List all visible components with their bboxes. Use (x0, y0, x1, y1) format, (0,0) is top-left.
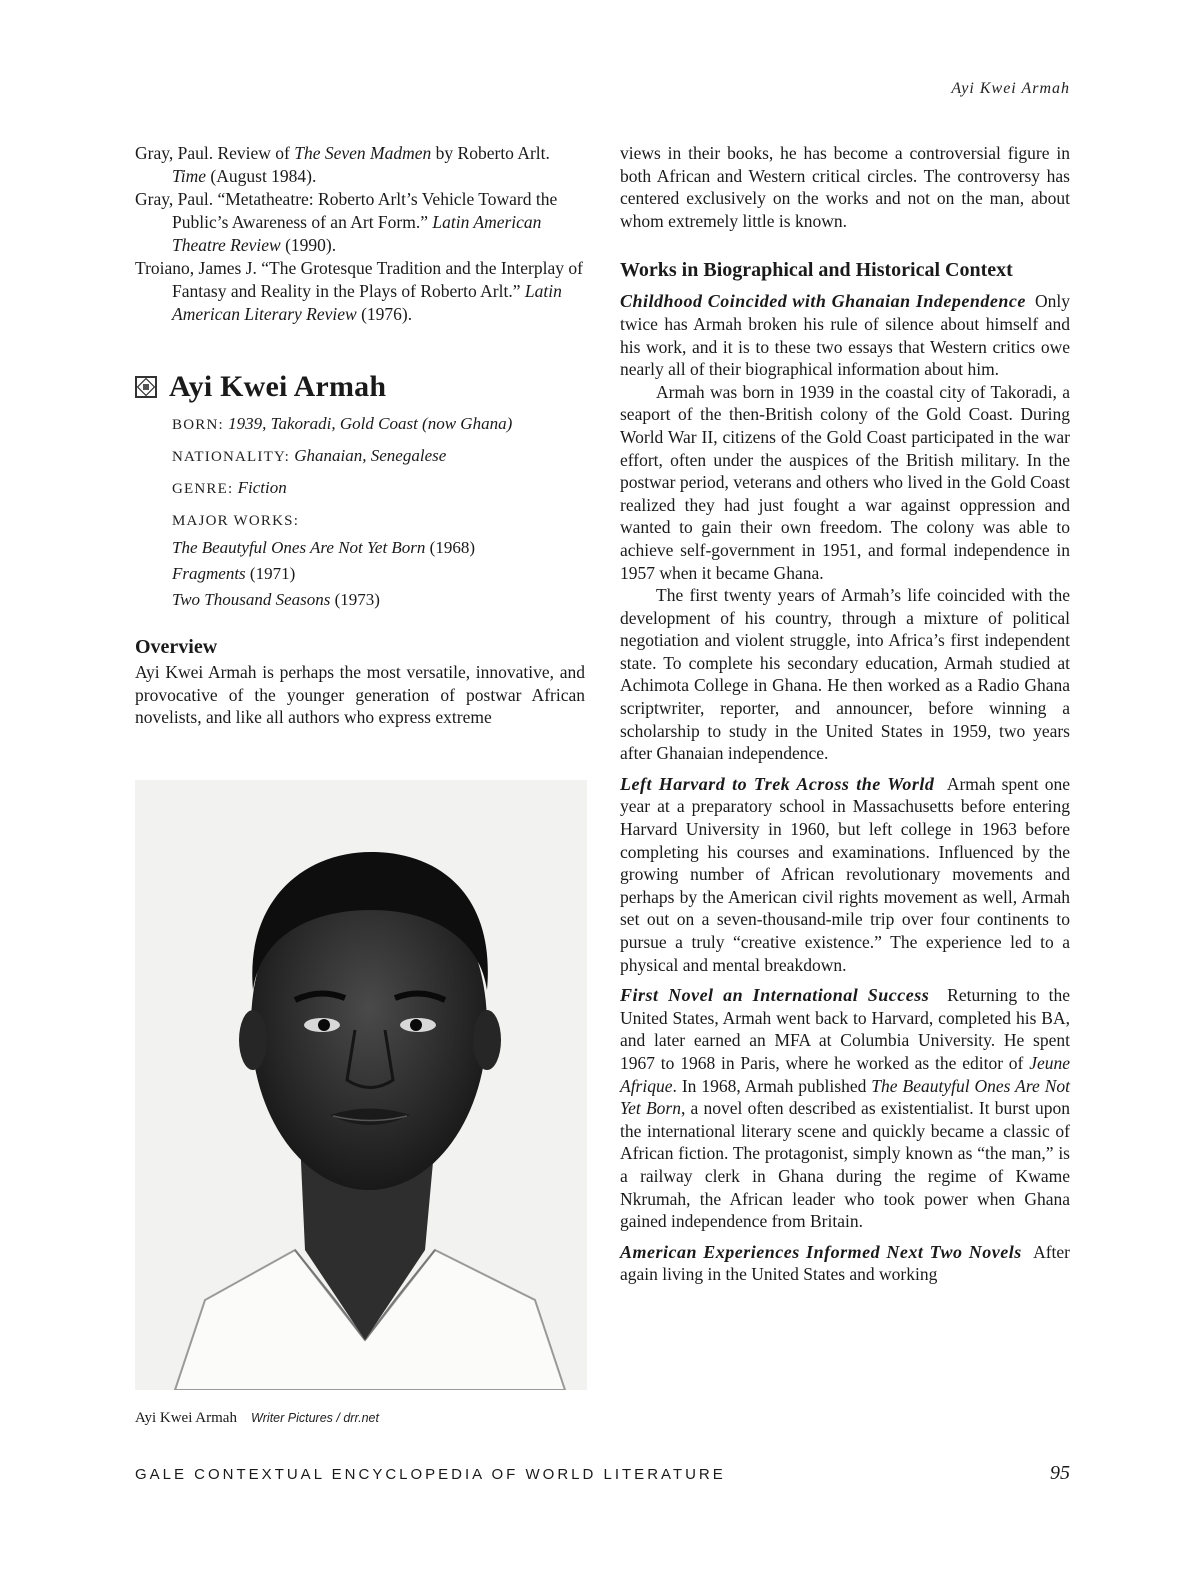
paragraph-text: , a novel often described as existentialist. It burst upon the international literary scene and quickly became a classic of African fiction. The protagonist, simply known as “the man,” is a railway clerk in Ghana during the regime of Kwame Nkrumah, the African leader who took power when Ghana gained independence from Britain. (620, 1098, 1070, 1232)
paragraph-text: . In 1968, Armah published (672, 1075, 872, 1096)
reference-title: The Seven Madmen (294, 143, 432, 163)
overview-text: Ayi Kwei Armah is perhaps the most versatile, innovative, and provocative of the younger generation of postwar African novelists, and like all authors who express extreme (135, 662, 585, 728)
novel-title: The Beautyful Ones Are Not Yet Born (620, 1075, 1070, 1119)
reference-text: by Roberto Arlt. (431, 143, 550, 163)
author-photo (135, 780, 587, 1390)
major-works-fact (172, 508, 585, 533)
subsection-heading: First Novel an International Success (620, 985, 930, 1006)
born-fact (172, 412, 585, 437)
work-title: Fragments (172, 564, 246, 583)
subsection-paragraph (620, 290, 1070, 380)
reference-item (135, 257, 585, 326)
work-year: (1973) (330, 590, 380, 609)
reference-item (135, 142, 585, 188)
genre-label: GENRE: (172, 481, 234, 497)
continuation-paragraph: views in their books, he has become a controversial figure in both African and Western critical circles. The controversy has centered exclusively on the works and not on the man, about whom extremely little is known. (620, 143, 1070, 231)
author-name: Ayi Kwei Armah (169, 370, 387, 403)
reference-item (135, 188, 585, 257)
overview-heading: Overview (135, 636, 218, 658)
major-work-item (172, 587, 585, 613)
subsection-heading: Left Harvard to Trek Across the World (620, 773, 935, 794)
paragraph-text: Armah spent one year at a preparatory school in Massachusetts before entering Harvard University in 1960, but left college in 1963 before completing his courses and examinations. Influenced by the growing number of African revolutionary movements and perhaps by the American civil rights movement as well, Armah set out on a seven-thousand-mile trip over four continents to pursue a truly “creative existence.” The experience led to a physical and mental breakdown. (620, 773, 1071, 975)
photo-caption (135, 1410, 585, 1427)
nationality-value: Ghanaian, Senegalese (294, 446, 447, 465)
bio-header (135, 370, 585, 404)
reference-date: (1976). (356, 304, 413, 324)
genre-fact (172, 476, 585, 501)
reference-source: Time (172, 166, 207, 186)
footer-title: GALE CONTEXTUAL ENCYCLOPEDIA OF WORLD LITERATURE (135, 1466, 726, 1483)
born-label: BORN: (172, 417, 224, 433)
reference-author: Troiano, James J. “The Grotesque Tradition and the Interplay of Fantasy and Reality in the Plays of Roberto Arlt.” (135, 258, 583, 301)
running-head: Ayi Kwei Armah (951, 80, 1070, 97)
section-heading: Works in Biographical and Historical Context (620, 259, 1013, 282)
subsection-paragraph (620, 773, 1070, 976)
subsection-heading: American Experiences Informed Next Two Novels (620, 1241, 1022, 1262)
references-list (135, 142, 585, 326)
right-column (620, 142, 1070, 1286)
reference-date: (1990). (280, 235, 337, 255)
paragraph-text: Only twice has Armah broken his rule of silence about himself and his work, and it is to these two essays that Western critics owe nearly all of their biographical information about him. (620, 291, 1071, 380)
subsection-heading: Childhood Coincided with Ghanaian Independence (620, 291, 1026, 312)
caption-text: Ayi Kwei Armah (135, 1409, 237, 1426)
work-title: Two Thousand Seasons (172, 590, 331, 609)
reference-author: Gray, Paul. Review of (135, 143, 295, 163)
work-year: (1971) (245, 564, 296, 583)
work-year: (1968) (425, 538, 475, 557)
nationality-label: NATIONALITY: (172, 449, 291, 465)
work-title: The Beautyful Ones Are Not Yet Born (172, 538, 426, 557)
bio-facts (172, 412, 585, 613)
subsection-paragraph (620, 1241, 1070, 1286)
born-value: 1939, Takoradi, Gold Coast (now Ghana) (228, 414, 513, 433)
reference-source: Latin American Theatre Review (172, 212, 542, 255)
photo-credit: Writer Pictures / drr.net (250, 1410, 379, 1425)
genre-value: Fiction (237, 478, 287, 497)
journal-title: Jeune Afrique (620, 1052, 1070, 1096)
reference-source: Latin American Literary Review (172, 281, 562, 324)
reference-date: (August 1984). (206, 166, 317, 186)
subsection-paragraph (620, 984, 1070, 1233)
nationality-fact (172, 444, 585, 469)
major-work-item (172, 535, 585, 561)
left-column (135, 142, 585, 1427)
paragraph-text: Returning to the United States, Armah went back to Harvard, completed his BA, and later earned an MFA at Columbia University. He spent 1967 to 1968 in Paris, where he worked as the editor of (620, 985, 1071, 1073)
paragraph-text: After again living in the United States and working (620, 1241, 1071, 1285)
author-emblem-icon (135, 376, 157, 398)
body-paragraph: The first twenty years of Armah’s life coincided with the development of his country, through a mixture of political negotiation and violent struggle, into Africa’s first independent state. To complete his secondary education, Armah studied at Achimota College in Ghana. He then worked as a Radio Ghana scriptwriter, reporter, and announcer, before winning a scholarship to study in the United States in 1959, two years after Ghanaian independence. (620, 585, 1070, 764)
reference-author: Gray, Paul. “Metatheatre: Roberto Arlt’s Vehicle Toward the Public’s Awareness of an Art Form.” (135, 189, 558, 232)
major-work-item (172, 561, 585, 587)
page-number: 95 (1050, 1462, 1070, 1484)
major-works-label: MAJOR WORKS: (172, 513, 300, 529)
body-paragraph: Armah was born in 1939 in the coastal city of Takoradi, a seaport of the then-British colony of the Gold Coast. During World War II, citizens of the Gold Coast participated in the war effort, often under the auspices of the British military. In the postwar period, veterans and others who lived in the Gold Coast realized they had just fought a war against oppression and wanted to gain their own freedom. The colony was able to achieve self-government in 1951, and formal independence in 1957 when it became Ghana. (620, 381, 1070, 583)
